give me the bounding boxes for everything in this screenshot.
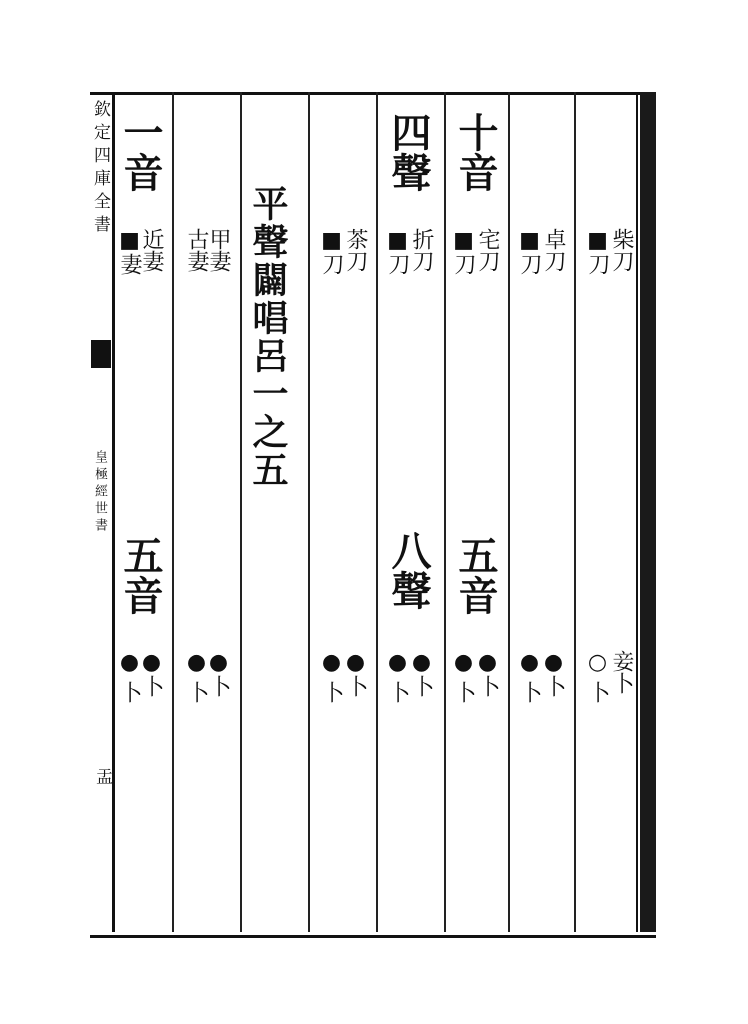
column-rule <box>172 92 174 932</box>
col6-row1: ■刀 <box>517 228 542 275</box>
col7-row2: 柴刀 <box>609 228 634 272</box>
col5-row2: 宅刀 <box>475 228 500 272</box>
margin-fishtail <box>91 340 111 368</box>
col3-row2: 茶刀 <box>343 228 368 272</box>
col1-marks: ●卜 <box>117 650 142 709</box>
heading-wu-yin-2: 五音 <box>452 535 499 615</box>
column-rule <box>508 92 510 932</box>
col4-marks: ●卜 <box>385 650 410 709</box>
col1-row-a: 近妻 <box>139 228 164 272</box>
column-rule <box>376 92 378 932</box>
column-rule <box>240 92 242 932</box>
col1-row1: ■妻 <box>117 228 142 275</box>
col6-marks-b: ●卜 <box>541 650 566 697</box>
heading-ba-sheng: 八聲 <box>385 530 432 610</box>
col6-marks: ●卜 <box>517 650 542 709</box>
col5-marks: ●卜 <box>451 650 476 709</box>
col5-row1: ■刀 <box>451 228 476 275</box>
col3-marks-b: ●卜 <box>343 650 368 697</box>
col4-marks-b: ●卜 <box>409 650 434 697</box>
col4-row2: 折刀 <box>409 228 434 272</box>
page-number: 盂 <box>92 768 112 785</box>
section-title: 皇極經世書 <box>92 450 107 535</box>
column-rule <box>308 92 310 932</box>
col1-marks-b: ●卜 <box>139 650 164 697</box>
col2-row1: 古妻 <box>184 228 209 272</box>
page-frame <box>90 92 656 938</box>
heading-wu-yin-1: 五音 <box>117 535 164 615</box>
col3-row1: ■刀 <box>319 228 344 275</box>
heading-yi-yin: 一音 <box>117 112 164 192</box>
col2-row2: 甲妻 <box>206 228 231 272</box>
col2-marks-b: ●卜 <box>206 650 231 697</box>
col4-row1: ■刀 <box>385 228 410 275</box>
col5-marks-b: ●卜 <box>475 650 500 697</box>
column-rule <box>444 92 446 932</box>
heading-shi-yin: 十音 <box>452 112 499 192</box>
col2-marks: ●卜 <box>184 650 209 709</box>
col6-row2: 卓刀 <box>541 228 566 272</box>
col3-marks: ●卜 <box>319 650 344 709</box>
right-black-edge <box>640 92 656 932</box>
heading-si-sheng: 四聲 <box>385 112 432 192</box>
page-title: 平聲闢唱呂一之五 <box>247 185 289 489</box>
book-title: 欽定四庫全書 <box>90 100 110 238</box>
column-rule <box>574 92 576 932</box>
col7-marks: ○卜 <box>585 650 610 709</box>
col7-row1: ■刀 <box>585 228 610 275</box>
col7-marks-b: 妾卜 <box>609 650 634 694</box>
right-border <box>636 92 638 932</box>
